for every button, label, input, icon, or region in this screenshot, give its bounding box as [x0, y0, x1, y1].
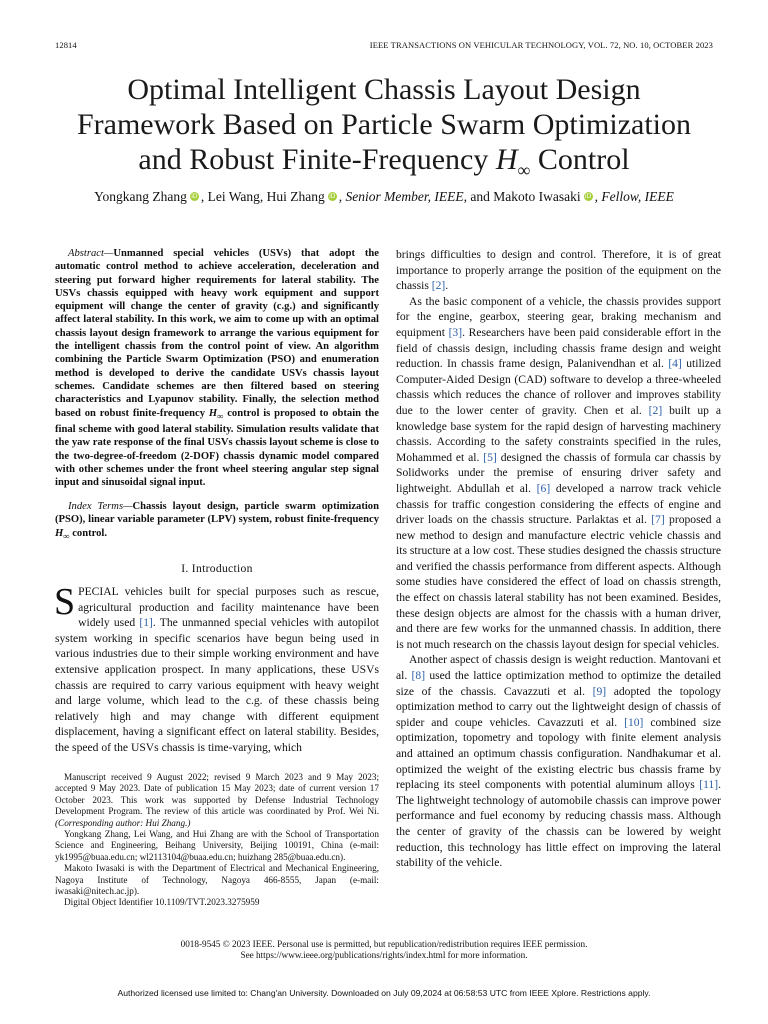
citation-link[interactable]: [7]: [651, 513, 665, 527]
right-column: [396, 247, 721, 871]
footnotes: Manuscript received 9 August 2022; revised 9 March 2023 and 9 May 2023; accepted 9 May 2023. Date of publication 15 May 2023; date of current version 17 October 2023. This work was supported by Defense Industrial Technology Development Program. The review of this article was coordinated by Prof. Wei Ni. (Corresponding author: Hui Zhang.) Yongkang Zhang, Lei Wang, and Hui Zhang are with the School of Transportation Science and Engineering, Beihang University, Beijing 100191, China (e-mail: yk1995@buaa.edu.cn; wl2113104@buaa.edu.cn; huizhang 285@buaa.edu.cn). Makoto Iwasaki is with the Department of Electrical and Mechanical Engineering, Nagoya Institute of Technology, Nagoya 466-8555, Japan (e-mail: iwasaki@nitech.ac.jp). Digital Object Identifier 10.1109/TVT.2023.3275959: [55, 772, 379, 908]
running-header: IEEE TRANSACTIONS ON VEHICULAR TECHNOLOGY, VOL. 72, NO. 10, OCTOBER 2023: [369, 40, 713, 50]
citation-link[interactable]: [9]: [592, 684, 607, 698]
citation-link[interactable]: [2]: [648, 403, 663, 417]
citation-link[interactable]: [5]: [483, 450, 497, 464]
download-footer: Authorized licensed use limited to: Chang'an University. Downloaded on July 09,2024 at 06:58:53 UTC from IEEE Xplore. Restrictions apply.: [117, 988, 651, 998]
abstract: Abstract—Unmanned special vehicles (USVs) that adopt the automatic control method to achieve acceleration, deceleration and steering put forward higher requirements for lateral stability. The USVs chassis equipped with heavy work equipment and support equipment will change the center of gravity (c.g.) and significantly affect lateral stability. In this work, we aim to come up with an optimal chassis layout design framework to arrange the various equipment for the intelligent chassis from the control point of view. An algorithm combining the Particle Swarm Optimization (PSO) and enumeration method is developed to derive the candidate USVs chassis layout schemes. Candidate schemes are then filtered based on steering characteristics and Lyapunov stability. Finally, the selection method based on robust finite-frequency $H_\infty$ control is proposed to obtain the final scheme with good lateral stability. Simulation results validate that the yaw rate response of the final USVs chassis layout scheme is close to the two-degree-of-freedom (2-DOF) chassis dynamic model compared with other schemes under the front wheel steering angular step signal input and sinusoidal signal input.: [55, 248, 380, 489]
copyright-notice: 0018-9545 © 2023 IEEE. Personal use is permitted, but republication/redistribution requires IEEE permission. See https://www.ieee.org/publications/rights/index.html for more information.: [180, 939, 588, 961]
title-line-3: and Robust Finite-Frequency $H_\infty$ Control: [138, 143, 630, 180]
orcid-icon[interactable]: iD: [329, 193, 336, 200]
citation-link[interactable]: [10]: [624, 715, 644, 729]
author-list: Yongkang Zhang iD , Lei Wang, Hui Zhang iD , Senior Member, IEEE, and Makoto Iwasaki iD , Fellow, IEEE: [94, 189, 674, 204]
index-terms: Index Terms—Chassis layout design, particle swarm optimization (PSO), linear variable parameter (LPV) system, robust finite-frequency $H_\infty$ control.: [55, 501, 379, 541]
citation-link[interactable]: [8]: [411, 669, 426, 683]
paragraph: Another aspect of chassis design is weight reduction. Mantovani et al. [8] used the lattice optimization method to optimize the detailed size of the chassis. Cavazzuti et al. [9] adopted the topology optimization method to carry out the lightweight design of chassis of spider and coupe vehicles. Cavazzuti et al. [10] combined size optimization, topometry and topology with finite element analysis and attained an optimum chassis configuration. Nandhakumar et al. optimized the weight of the existing electric bus chassis frame by replacing its steel components with potential aluminum alloys [11]. The lightweight technology of automobile chassis can improve power performance and fuel economy by reducing chassis mass. Although the center of gravity of the chassis can be lowered by weight reduction, this technology has little effect on improving the lateral stability of the vehicle.: [396, 653, 721, 870]
paper-title: [0, 72, 768, 188]
citation-link[interactable]: [1]: [139, 616, 153, 630]
citation-link[interactable]: [11]: [699, 778, 719, 792]
orcid-icon[interactable]: iD: [191, 193, 198, 200]
citation-link[interactable]: [4]: [668, 357, 682, 371]
title-line-2: Framework Based on Particle Swarm Optimization: [76, 108, 692, 141]
title-line-1: Optimal Intelligent Chassis Layout Design: [127, 73, 641, 106]
orcid-icon[interactable]: iD: [584, 193, 592, 200]
citation-link[interactable]: [6]: [536, 481, 551, 495]
drop-cap: S: [54, 581, 76, 623]
citation-link[interactable]: [2]: [431, 279, 446, 293]
abstract-label: Abstract—: [68, 248, 114, 259]
paragraph: brings difficulties to design and control. Therefore, it is of great importance to properly arrange the position of the equipment on the chassis [2].: [396, 248, 721, 293]
intro-paragraph: SPECIAL vehicles built for special purposes such as rescue, agricultural production and facility maintenance have been widely used [1]. The unmanned special vehicles with autopilot system working in specific scenarios have begun being used in various industries due to their simple working environment and have extensive application prospect. In many applications, these USVs chassis are required to carry various equipment with heavy weight and large volume, which lead to the c.g. of these chassis being relatively high and may change with different equipment displacement, having a significant effect on lateral stability. Besides, the speed of the USVs chassis is time-varying, which: [54, 581, 379, 754]
page-number: 12814: [55, 40, 77, 50]
citation-link[interactable]: [3]: [448, 325, 463, 339]
section-heading-introduction: I. Introduction: [181, 562, 253, 575]
paragraph: As the basic component of a vehicle, the chassis provides support for the engine, gearbox, steering gear, braking mechanism and equipment [3]. Researchers have been paid considerable effort in the field of chassis design, including chassis frame design and weight reduction. In chassis frame design, Palanivendhan et al. [4] utilized Computer-Aided Design (CAD) software to develop a three-wheeled chassis which reduces the chance of rollover and improves stability due to the lower center of gravity. Chen et al. [2] built up a knowledge base system for the rapid design of harvesting machinery chassis. According to the safety constraints specified in the rules, Mohammed et al. [5] designed the chassis of formula car chassis by Solidworks under the premise of ensuring driver safety and lightweight. Abdullah et al. [6] developed a narrow track vehicle chassis for traffic congestion considering the effects of engine and driver loads on the chassis structure. Parlaktas et al. [7] proposed a new method to design and manufacture electric vehicle chassis and its structure at a low cost. These studies designed the chassis structure and verified the chassis performance from different aspects. Although some studies have considered the effect of load on chassis strength, the effect on chassis lateral stability has not been examined. Besides, these design objects are almost for the chassis with a human driver, and there are few works for the unmanned chassis. In addition, there is not much research on the chassis layout design for special vehicles.: [396, 294, 722, 651]
